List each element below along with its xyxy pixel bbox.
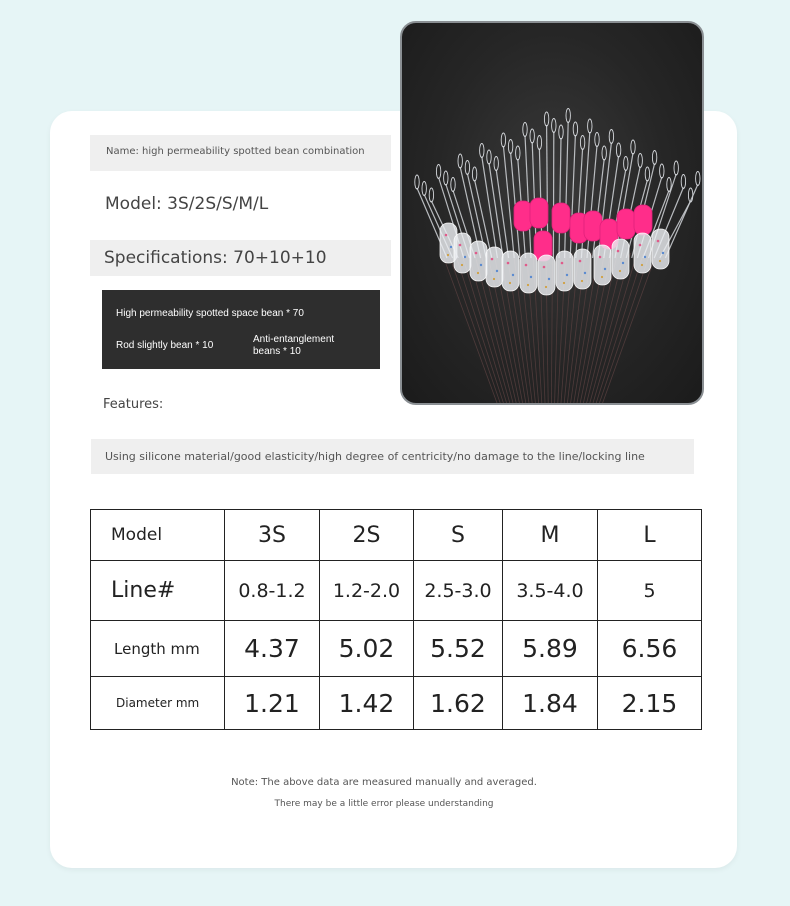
bead-spot: [657, 240, 660, 243]
bead-spot: [644, 256, 646, 258]
table-row: [91, 621, 702, 677]
table-row: [91, 677, 702, 730]
row-label: Line#: [91, 561, 225, 621]
bead-spot: [464, 256, 466, 258]
needle: [665, 185, 697, 259]
needle-eye: [494, 157, 498, 171]
model-line: Model: 3S/2S/S/M/L: [105, 194, 269, 214]
needles-beads-illustration: [402, 23, 702, 403]
table-cell: 1.2-2.0: [320, 561, 414, 621]
clear-bead: [594, 245, 611, 285]
needle-eye: [436, 165, 440, 179]
pink-bead: [584, 211, 602, 241]
bead-spot: [604, 268, 606, 270]
bead-spot: [545, 286, 547, 288]
needle-eye: [696, 172, 700, 186]
bead-spot: [566, 274, 568, 276]
table-cell: 5: [598, 561, 702, 621]
bead-spot: [527, 284, 529, 286]
spec-table: [90, 509, 702, 730]
bead-spot: [480, 264, 482, 266]
needle-eye: [530, 129, 534, 143]
needle-eye: [552, 119, 556, 133]
needle-eye: [609, 130, 613, 144]
needle: [559, 138, 561, 258]
needle-eye: [660, 164, 664, 178]
bead-spot: [584, 272, 586, 274]
table-cell: 1.84: [503, 677, 598, 730]
needle-eye: [624, 157, 628, 171]
needle-eye: [501, 133, 505, 147]
features-box: [91, 439, 694, 474]
bead-spot: [639, 244, 642, 247]
row-label: Diameter mm: [91, 677, 225, 730]
clear-bead: [454, 233, 471, 273]
needle-eye: [544, 112, 548, 126]
bead-spot: [445, 234, 448, 237]
table-cell: 0.8-1.2: [225, 561, 320, 621]
table-cell: 5.89: [503, 621, 598, 677]
clear-bead: [652, 229, 669, 269]
pink-bead: [617, 209, 635, 239]
bead-spot: [509, 282, 511, 284]
table-cell: 1.21: [225, 677, 320, 730]
needle-eye: [458, 154, 462, 168]
needle-eye: [451, 178, 455, 192]
table-header-cell: M: [503, 510, 598, 561]
bead-spot: [599, 256, 602, 259]
contents-item: High permeability spotted space bean * 70: [116, 308, 304, 319]
table-cell: 4.37: [225, 621, 320, 677]
pink-bead: [552, 203, 570, 233]
contents-box: [102, 290, 380, 369]
table-header-cell: L: [598, 510, 702, 561]
table-cell: 1.42: [320, 677, 414, 730]
bead-spot: [601, 276, 603, 278]
clear-bead: [556, 251, 573, 291]
needle-eye: [472, 167, 476, 181]
needle-eye: [681, 175, 685, 189]
note-line: Note: The above data are measured manually and averaged.: [231, 777, 537, 788]
contents-item: Anti-entanglement beans * 10: [253, 334, 335, 357]
needle-eye: [516, 146, 520, 160]
bead-spot: [459, 244, 462, 247]
product-photo: [400, 21, 704, 405]
needle-eye: [559, 125, 563, 139]
needle-eye: [480, 144, 484, 158]
needle-eye: [580, 136, 584, 150]
bead-spot: [450, 246, 452, 248]
needle-eye: [508, 140, 512, 154]
needle-eye: [429, 188, 433, 202]
needle-eye: [465, 161, 469, 175]
bead-spot: [662, 252, 664, 254]
needle-eye: [588, 119, 592, 133]
pink-bead: [530, 198, 548, 228]
bead-spot: [475, 252, 478, 255]
table-cell: 1.62: [414, 677, 503, 730]
needle: [489, 163, 503, 258]
needle-eye: [645, 167, 649, 181]
needle-eye: [487, 150, 491, 164]
name-box: [90, 135, 391, 171]
bead-spot: [512, 274, 514, 276]
needle-eye: [652, 151, 656, 165]
bead-spot: [461, 264, 463, 266]
clear-bead: [612, 239, 629, 279]
needle-eye: [616, 143, 620, 157]
table-cell: 3.5-4.0: [503, 561, 598, 621]
table-header-cell: 2S: [320, 510, 414, 561]
needle-eye: [595, 133, 599, 147]
bead-spot: [543, 266, 546, 269]
bead-spot: [563, 282, 565, 284]
bead-spot: [496, 270, 498, 272]
needle-eye: [523, 123, 527, 137]
table-cell: 5.02: [320, 621, 414, 677]
needle: [565, 122, 569, 259]
needle-eye: [444, 171, 448, 185]
features-text: Using silicone material/good elasticity/high degree of centricity/no damage to the line/locking line: [105, 450, 645, 463]
bead-spot: [447, 254, 449, 256]
needle: [503, 146, 514, 258]
table-header-cell: S: [414, 510, 503, 561]
bead-spot: [622, 262, 624, 264]
features-label: Features:: [103, 397, 164, 412]
clear-bead: [574, 249, 591, 289]
product-name: Name: high permeability spotted bean combination: [106, 146, 365, 157]
needle-eye: [566, 109, 570, 123]
table-header-cell: 3S: [225, 510, 320, 561]
needle-eye: [415, 175, 419, 189]
bead-spot: [477, 272, 479, 274]
clear-bead: [520, 253, 537, 293]
needle: [525, 136, 531, 259]
bead-spot: [581, 280, 583, 282]
needle-eye: [602, 146, 606, 160]
bead-spot: [493, 278, 495, 280]
table-cell: 6.56: [598, 621, 702, 677]
needle-eye: [638, 154, 642, 168]
bead-spot: [548, 278, 550, 280]
clear-bead: [634, 233, 651, 273]
bead-spot: [579, 260, 582, 263]
table-row: [91, 561, 702, 621]
table-cell: 5.52: [414, 621, 503, 677]
bead-spot: [641, 264, 643, 266]
pink-bead: [634, 205, 652, 235]
bead-spot: [525, 264, 528, 267]
specifications-text: Specifications: 70+10+10: [104, 248, 327, 268]
needle-eye: [631, 140, 635, 154]
needle-eye: [573, 122, 577, 136]
needle-eye: [537, 136, 541, 150]
bead-spot: [617, 250, 620, 253]
pink-bead: [514, 201, 532, 231]
clear-bead: [538, 255, 555, 295]
bead-spot: [507, 262, 510, 265]
bead-spot: [530, 276, 532, 278]
table-cell: 2.15: [598, 677, 702, 730]
table-header-row: [91, 510, 702, 561]
bead-spot: [659, 260, 661, 262]
clear-bead: [470, 241, 487, 281]
contents-item: Rod slightly bean * 10: [116, 340, 214, 351]
bead-spot: [491, 258, 494, 261]
specifications-box: [90, 240, 391, 276]
table-cell: 2.5-3.0: [414, 561, 503, 621]
needle-eye: [422, 182, 426, 196]
bead-spot: [561, 262, 564, 265]
needle-eye: [674, 161, 678, 175]
bead-spot: [619, 270, 621, 272]
clear-bead: [486, 247, 503, 287]
table-header-cell: Model: [91, 510, 225, 561]
note-line: There may be a little error please understanding: [274, 799, 494, 809]
row-label: Length mm: [91, 621, 225, 677]
clear-bead: [502, 251, 519, 291]
